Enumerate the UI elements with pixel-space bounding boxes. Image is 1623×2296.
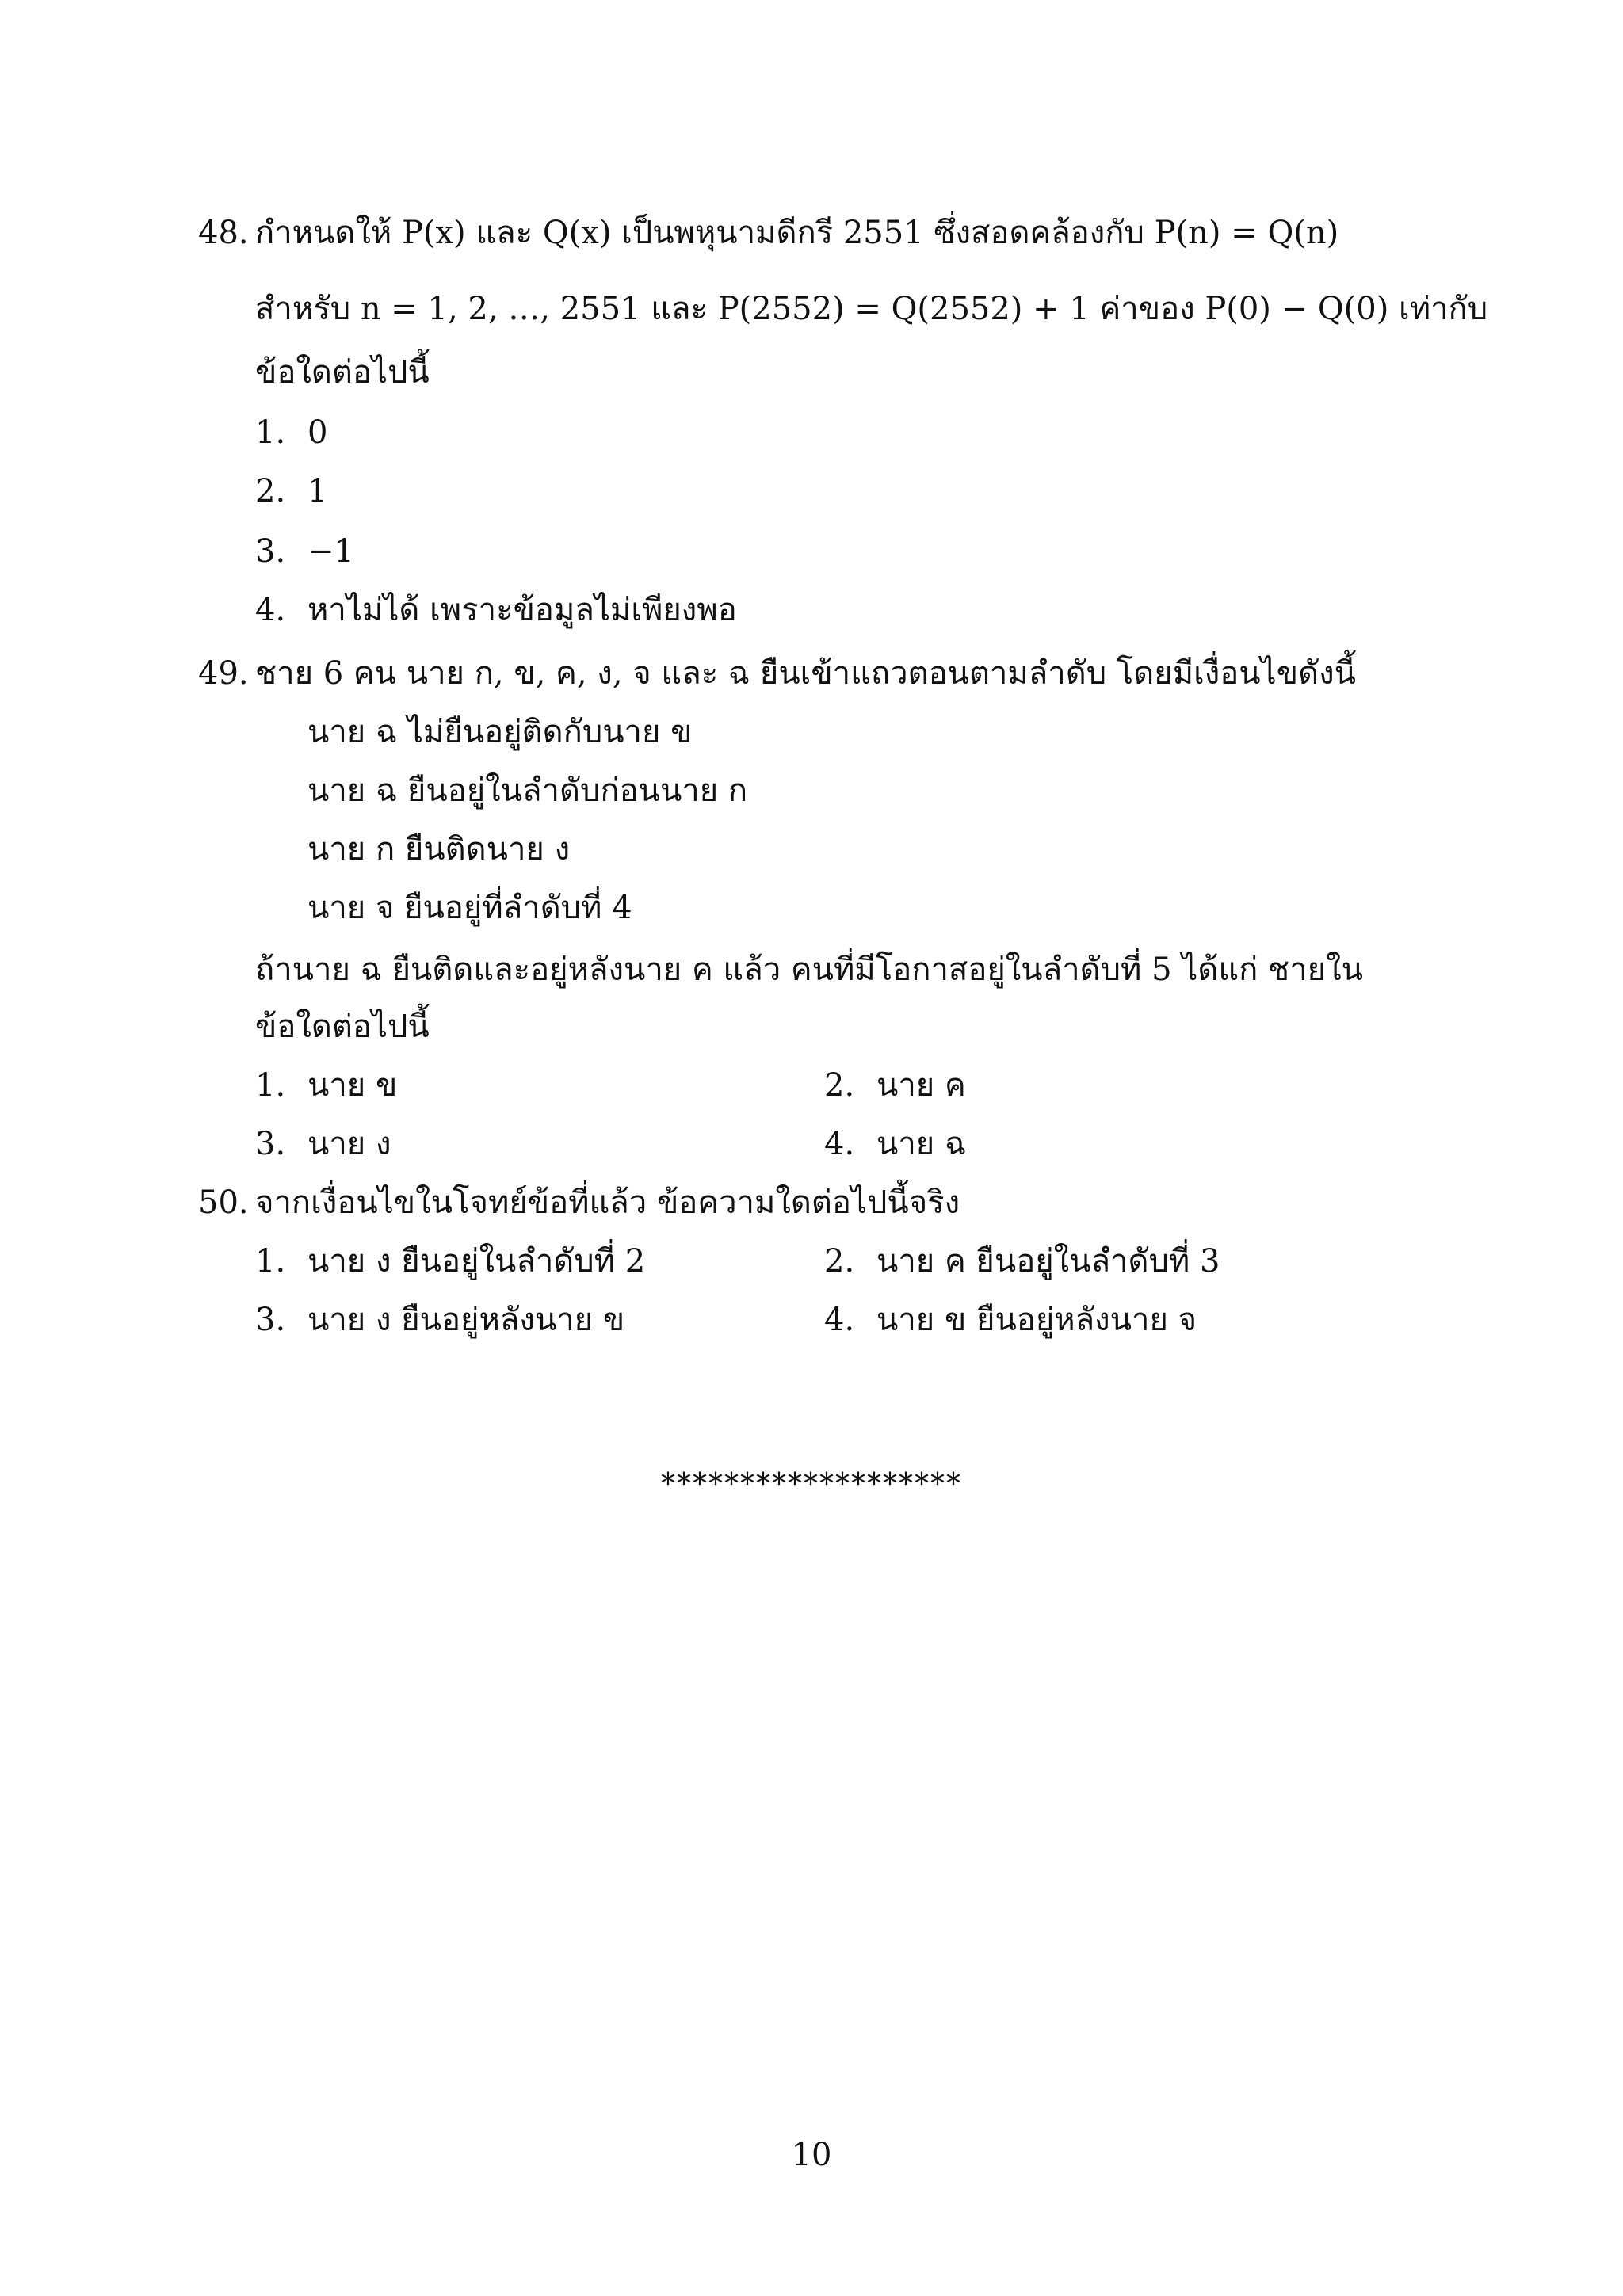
page-number: 10 — [791, 2137, 832, 2173]
question-50-option-3-text: นาย ง ยืนอยู่หลังนาย ข — [307, 1302, 625, 1338]
question-48-line-1: กำหนดให้ P(x) และ Q(x) เป็นพหุนามดีกรี 2551 ซึ่งสอดคล้องกับ P(n) = Q(n) — [255, 215, 1339, 251]
question-50-option-4-number: 4. — [824, 1302, 855, 1338]
question-49-option-1-text: นาย ข — [307, 1067, 398, 1104]
section-end-stars: ******************* — [661, 1468, 962, 1501]
question-50-option-2-number: 2. — [824, 1243, 855, 1280]
question-49-condition-3: นาย ก ยืนติดนาย ง — [307, 831, 571, 868]
question-49-option-4-text: นาย ฉ — [876, 1126, 967, 1162]
question-49-question-line-2: ข้อใดต่อไปนี้ — [255, 1009, 430, 1045]
question-50-option-1-text: นาย ง ยืนอยู่ในลำดับที่ 2 — [307, 1243, 646, 1280]
question-48-option-2-text: 1 — [307, 473, 328, 509]
question-49-option-3-text: นาย ง — [307, 1126, 391, 1162]
question-49-question-line-1: ถ้านาย ฉ ยืนติดและอยู่หลังนาย ค แล้ว คนที่มีโอกาสอยู่ในลำดับที่ 5 ได้แก่ ชายใน — [255, 952, 1363, 988]
question-50-line-1: จากเงื่อนไขในโจทย์ข้อที่แล้ว ข้อความใดต่อไปนี้จริง — [255, 1184, 960, 1221]
question-48-line-3: ข้อใดต่อไปนี้ — [255, 354, 430, 391]
question-50-option-1-number: 1. — [255, 1243, 286, 1280]
question-50-option-2-text: นาย ค ยืนอยู่ในลำดับที่ 3 — [876, 1243, 1220, 1280]
question-49-line-1: ชาย 6 คน นาย ก, ข, ค, ง, จ และ ฉ ยืนเข้าแถวตอนตามลำดับ โดยมีเงื่อนไขดังนี้ — [255, 655, 1356, 692]
question-48-option-2-number: 2. — [255, 473, 286, 509]
question-48-option-4-text: หาไม่ได้ เพราะข้อมูลไม่เพียงพอ — [307, 592, 737, 628]
question-48-option-1-number: 1. — [255, 414, 286, 451]
question-49-option-4-number: 4. — [824, 1126, 855, 1162]
question-48-option-4-number: 4. — [255, 592, 286, 628]
question-49-number: 49. — [198, 655, 249, 692]
question-48-line-2: สำหรับ n = 1, 2, …, 2551 และ P(2552) = Q(2552) + 1 ค่าของ P(0) − Q(0) เท่ากับ — [255, 291, 1488, 327]
question-50-option-4-text: นาย ข ยืนอยู่หลังนาย จ — [876, 1302, 1197, 1338]
question-50-option-3-number: 3. — [255, 1302, 286, 1338]
question-49-option-1-number: 1. — [255, 1067, 286, 1104]
question-49-condition-2: นาย ฉ ยืนอยู่ในลำดับก่อนนาย ก — [307, 772, 748, 809]
question-48-option-3-text: −1 — [307, 533, 354, 570]
question-48-option-3-number: 3. — [255, 533, 286, 570]
question-48-option-1-text: 0 — [307, 414, 328, 451]
question-50-number: 50. — [198, 1184, 249, 1221]
question-49-option-2-number: 2. — [824, 1067, 855, 1104]
question-49-condition-1: นาย ฉ ไม่ยืนอยู่ติดกับนาย ข — [307, 714, 693, 750]
question-49-condition-4: นาย จ ยืนอยู่ที่ลำดับที่ 4 — [307, 890, 632, 926]
question-49-option-2-text: นาย ค — [876, 1067, 966, 1104]
question-49-option-3-number: 3. — [255, 1126, 286, 1162]
question-48-number: 48. — [198, 215, 249, 251]
